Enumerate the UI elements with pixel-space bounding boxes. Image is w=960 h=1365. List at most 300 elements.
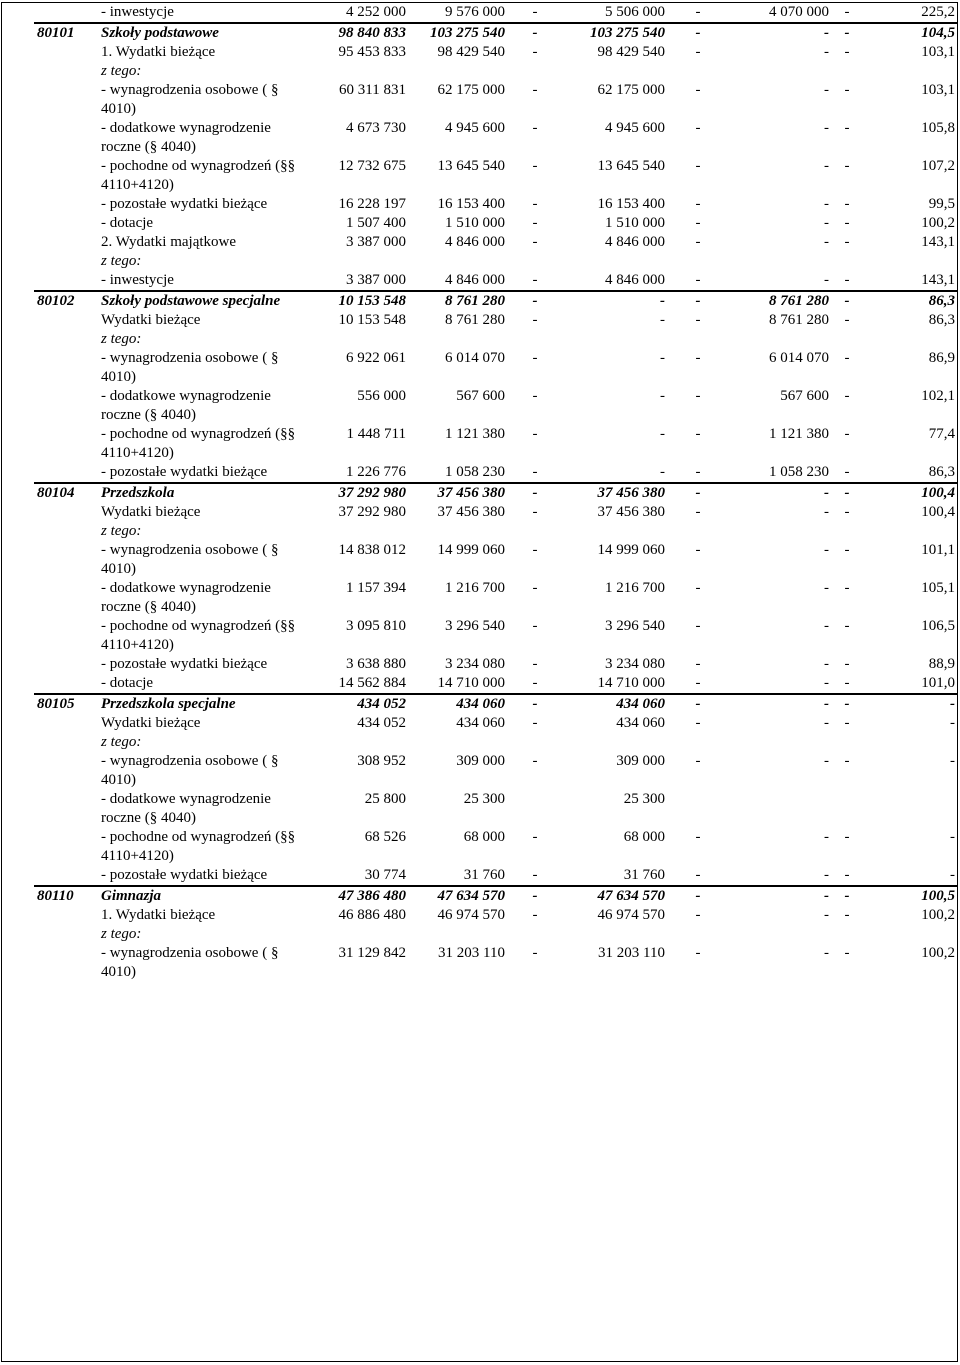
value-cell: - [824, 618, 829, 634]
value-cell: - [695, 215, 701, 231]
subheading-row [34, 925, 958, 944]
value-cell [832, 522, 862, 541]
value-cell: 4 945 600 [605, 120, 665, 136]
value-cell [409, 522, 508, 541]
value-cell [312, 330, 409, 349]
section-code [34, 503, 98, 522]
value-cell: 30 774 [364, 867, 406, 883]
section-code: 80102 [34, 291, 98, 311]
value-cell: - [532, 618, 538, 634]
value-cell: - [532, 120, 538, 136]
value-cell: - [668, 23, 728, 43]
value-cell: - [950, 829, 955, 845]
value-cell: - [508, 291, 562, 311]
value-cell: 37 456 380 [597, 504, 665, 520]
value-cell: - [695, 350, 701, 366]
value-cell: - [844, 4, 850, 20]
value-cell: - [660, 464, 665, 480]
value-cell: 100,2 [921, 907, 955, 923]
value-cell [832, 925, 862, 944]
value-cell: 98 429 540 [597, 44, 665, 60]
table-row [34, 3, 958, 23]
value-cell: - [695, 464, 701, 480]
value-cell: - [532, 829, 538, 845]
value-cell: 86,3 [928, 464, 955, 480]
value-cell: - [695, 272, 701, 288]
value-cell [728, 252, 832, 271]
value-cell: 103,1 [921, 82, 955, 98]
section-code [34, 790, 98, 828]
value-cell: 8 761 280 [445, 312, 505, 328]
subheading-row [34, 522, 958, 541]
value-cell: - [824, 580, 829, 596]
row-label: - inwestycje [101, 4, 174, 20]
value-cell: 556 000 [357, 388, 406, 404]
row-label: Wydatki bieżące [101, 504, 201, 520]
table-row [34, 714, 958, 733]
value-cell: - [532, 44, 538, 60]
value-cell: - [660, 388, 665, 404]
row-label: - dodatkowe wynagrodzenie roczne (§ 4040) [101, 120, 271, 155]
table-row [34, 81, 958, 119]
subheading-label: z tego: [101, 253, 142, 269]
value-cell: 5 506 000 [605, 4, 665, 20]
table-row [34, 214, 958, 233]
value-cell: 3 387 000 [346, 272, 406, 288]
value-cell: - [532, 542, 538, 558]
value-cell: 77,4 [928, 426, 955, 442]
value-cell: 62 175 000 [437, 82, 505, 98]
value-cell: 107,2 [921, 158, 955, 174]
value-cell: 225,2 [921, 4, 955, 20]
value-cell: - [844, 867, 850, 883]
value-cell: 88,9 [928, 656, 955, 672]
subheading-label: z tego: [101, 926, 142, 942]
table-row [34, 157, 958, 195]
value-cell: - [695, 312, 701, 328]
value-cell: - [824, 158, 829, 174]
value-cell: - [532, 350, 538, 366]
value-cell: - [844, 388, 850, 404]
value-cell [862, 925, 958, 944]
table-row [34, 349, 958, 387]
table-row [34, 43, 958, 62]
table-row [34, 674, 958, 694]
section-code [34, 330, 98, 349]
value-cell: 16 153 400 [597, 196, 665, 212]
value-cell: 13 645 540 [597, 158, 665, 174]
value-cell: - [695, 656, 701, 672]
value-cell: 1 510 000 [445, 215, 505, 231]
section-code [34, 311, 98, 330]
subheading-row [34, 62, 958, 81]
value-cell: 103 275 540 [562, 23, 668, 43]
table-row [34, 387, 958, 425]
row-label: - pochodne od wynagrodzeń (§§ 4110+4120) [101, 158, 296, 193]
value-cell: - [844, 675, 850, 691]
value-cell: 31 129 842 [338, 945, 406, 961]
table-row [34, 271, 958, 291]
value-cell [312, 252, 409, 271]
value-cell [508, 330, 562, 349]
value-cell: 1 157 394 [346, 580, 406, 596]
value-cell: - [695, 196, 701, 212]
row-label: - pozostałe wydatki bieżące [101, 656, 268, 672]
value-cell [862, 522, 958, 541]
section-code [34, 195, 98, 214]
value-cell: - [844, 350, 850, 366]
value-cell: - [728, 886, 832, 906]
value-cell: 68 000 [463, 829, 505, 845]
value-cell: 6 014 070 [769, 350, 829, 366]
budget-table-body [34, 3, 958, 982]
table-row [34, 463, 958, 483]
section-code [34, 387, 98, 425]
value-cell [728, 925, 832, 944]
value-cell [562, 733, 668, 752]
value-cell [832, 330, 862, 349]
value-cell: 31 203 110 [438, 945, 505, 961]
value-cell: - [532, 464, 538, 480]
value-cell [508, 252, 562, 271]
value-cell: - [695, 829, 701, 845]
value-cell: - [844, 426, 850, 442]
row-label: Szkoły podstawowe specjalne [98, 291, 312, 311]
value-cell: - [844, 945, 850, 961]
value-cell: 105,8 [921, 120, 955, 136]
value-cell: - [824, 656, 829, 672]
value-cell [312, 522, 409, 541]
value-cell: 434 060 [409, 694, 508, 714]
value-cell [862, 733, 958, 752]
table-row [34, 790, 958, 828]
section-code [34, 3, 98, 23]
value-cell: - [695, 426, 701, 442]
section-code [34, 252, 98, 271]
value-cell: 98 429 540 [437, 44, 505, 60]
value-cell: 16 228 197 [338, 196, 406, 212]
value-cell [728, 733, 832, 752]
value-cell: - [824, 272, 829, 288]
subheading-label: z tego: [101, 331, 142, 347]
row-label: 1. Wydatki bieżące [101, 907, 216, 923]
value-cell: - [532, 82, 538, 98]
value-cell: 95 453 833 [338, 44, 406, 60]
value-cell [668, 330, 728, 349]
table-row [34, 233, 958, 252]
section-code [34, 906, 98, 925]
value-cell [862, 330, 958, 349]
value-cell: - [844, 82, 850, 98]
section-code [34, 655, 98, 674]
value-cell: 86,9 [928, 350, 955, 366]
row-label: - pozostałe wydatki bieżące [101, 464, 268, 480]
value-cell: 14 838 012 [338, 542, 406, 558]
value-cell: 68 000 [623, 829, 665, 845]
table-row [34, 617, 958, 655]
section-row [34, 291, 958, 311]
value-cell: - [824, 44, 829, 60]
value-cell: - [660, 350, 665, 366]
subheading-label: z tego: [101, 523, 142, 539]
value-cell [668, 925, 728, 944]
row-label: - inwestycje [101, 272, 174, 288]
value-cell: 60 311 831 [339, 82, 406, 98]
value-cell: - [668, 483, 728, 503]
value-cell: - [660, 426, 665, 442]
value-cell: - [532, 656, 538, 672]
value-cell: 1 226 776 [346, 464, 406, 480]
section-row [34, 886, 958, 906]
value-cell: 100,4 [921, 504, 955, 520]
value-cell: - [824, 753, 829, 769]
value-cell [409, 62, 508, 81]
subheading-row [34, 733, 958, 752]
table-row [34, 655, 958, 674]
value-cell [862, 790, 958, 828]
row-label: - wynagrodzenia osobowe ( § 4010) [101, 82, 279, 117]
value-cell: 14 710 000 [437, 675, 505, 691]
value-cell [508, 62, 562, 81]
row-label: - pochodne od wynagrodzeń (§§ 4110+4120) [101, 829, 296, 864]
value-cell [312, 62, 409, 81]
value-cell: 434 052 [312, 694, 409, 714]
value-cell: 31 760 [463, 867, 505, 883]
value-cell: - [844, 312, 850, 328]
value-cell: 4 846 000 [445, 272, 505, 288]
value-cell: - [532, 158, 538, 174]
value-cell: - [844, 715, 850, 731]
value-cell: 100,4 [862, 483, 958, 503]
value-cell: 4 070 000 [769, 4, 829, 20]
value-cell: - [695, 44, 701, 60]
section-code [34, 617, 98, 655]
value-cell: 8 761 280 [769, 312, 829, 328]
value-cell [832, 733, 862, 752]
row-label: 1. Wydatki bieżące [101, 44, 216, 60]
section-code [34, 214, 98, 233]
row-label: Gimnazja [98, 886, 312, 906]
value-cell: 4 846 000 [605, 234, 665, 250]
value-cell: 1 448 711 [346, 426, 406, 442]
table-row [34, 906, 958, 925]
row-label: - dodatkowe wynagrodzenie roczne (§ 4040) [101, 388, 271, 423]
value-cell: - [824, 867, 829, 883]
value-cell: 101,0 [921, 675, 955, 691]
value-cell [312, 733, 409, 752]
table-row [34, 119, 958, 157]
value-cell: - [532, 4, 538, 20]
value-cell [668, 252, 728, 271]
value-cell: - [532, 312, 538, 328]
section-code [34, 62, 98, 81]
value-cell: - [824, 715, 829, 731]
value-cell: - [844, 753, 850, 769]
value-cell: - [532, 215, 538, 231]
value-cell: - [532, 867, 538, 883]
value-cell: 25 300 [463, 791, 505, 807]
value-cell [508, 733, 562, 752]
value-cell [832, 62, 862, 81]
value-cell: 1 216 700 [605, 580, 665, 596]
value-cell [668, 790, 728, 828]
section-code: 80101 [34, 23, 98, 43]
value-cell: - [532, 234, 538, 250]
value-cell: 143,1 [921, 272, 955, 288]
value-cell: 31 203 110 [598, 945, 665, 961]
table-row [34, 752, 958, 790]
value-cell: - [728, 694, 832, 714]
section-code [34, 925, 98, 944]
value-cell: 106,5 [921, 618, 955, 634]
value-cell: 37 292 980 [338, 504, 406, 520]
value-cell: 13 645 540 [437, 158, 505, 174]
value-cell: 434 060 [562, 694, 668, 714]
value-cell: 104,5 [862, 23, 958, 43]
value-cell [728, 522, 832, 541]
table-row [34, 866, 958, 886]
section-code [34, 81, 98, 119]
section-code [34, 43, 98, 62]
section-row [34, 483, 958, 503]
subheading-row [34, 330, 958, 349]
value-cell: - [695, 82, 701, 98]
subheading-label: z tego: [101, 63, 142, 79]
value-cell [832, 790, 862, 828]
value-cell [508, 925, 562, 944]
value-cell: 434 052 [357, 715, 406, 731]
value-cell: 4 673 730 [346, 120, 406, 136]
value-cell: - [695, 504, 701, 520]
value-cell: 47 634 570 [562, 886, 668, 906]
section-code [34, 425, 98, 463]
row-label: 2. Wydatki majątkowe [101, 234, 237, 250]
value-cell: - [695, 580, 701, 596]
section-code [34, 271, 98, 291]
value-cell [862, 62, 958, 81]
value-cell: 86,3 [928, 312, 955, 328]
value-cell: - [844, 120, 850, 136]
value-cell [562, 925, 668, 944]
value-cell: 31 760 [623, 867, 665, 883]
value-cell: 308 952 [357, 753, 406, 769]
value-cell: - [532, 675, 538, 691]
value-cell [728, 330, 832, 349]
section-code [34, 944, 98, 982]
value-cell: 100,2 [921, 215, 955, 231]
section-code [34, 541, 98, 579]
value-cell [562, 252, 668, 271]
value-cell: - [562, 291, 668, 311]
value-cell: 4 846 000 [445, 234, 505, 250]
value-cell: - [532, 580, 538, 596]
row-label: - wynagrodzenia osobowe ( § 4010) [101, 350, 279, 385]
value-cell: 6 014 070 [445, 350, 505, 366]
value-cell: - [824, 829, 829, 845]
value-cell: - [844, 215, 850, 231]
value-cell: 1 121 380 [769, 426, 829, 442]
value-cell: 37 456 380 [409, 483, 508, 503]
value-cell: - [844, 656, 850, 672]
value-cell: - [832, 23, 862, 43]
value-cell: 62 175 000 [597, 82, 665, 98]
value-cell: 12 732 675 [338, 158, 406, 174]
value-cell: 567 600 [780, 388, 829, 404]
section-code [34, 349, 98, 387]
value-cell: - [695, 388, 701, 404]
value-cell: 6 922 061 [346, 350, 406, 366]
value-cell: 1 510 000 [605, 215, 665, 231]
section-code [34, 714, 98, 733]
subheading-row [34, 252, 958, 271]
row-label: - dodatkowe wynagrodzenie roczne (§ 4040) [101, 580, 271, 615]
value-cell: - [824, 120, 829, 136]
value-cell: - [844, 504, 850, 520]
value-cell: - [844, 618, 850, 634]
value-cell: - [695, 945, 701, 961]
value-cell: - [695, 120, 701, 136]
value-cell: 37 292 980 [312, 483, 409, 503]
value-cell: 567 600 [456, 388, 505, 404]
value-cell: 14 999 060 [597, 542, 665, 558]
section-code [34, 463, 98, 483]
value-cell: 3 296 540 [605, 618, 665, 634]
row-label: - dotacje [101, 215, 154, 231]
row-label: Szkoły podstawowe [98, 23, 312, 43]
value-cell: 47 386 480 [312, 886, 409, 906]
row-label: - dotacje [101, 675, 154, 691]
row-label: - dodatkowe wynagrodzenie roczne (§ 4040) [101, 791, 271, 826]
value-cell: - [695, 675, 701, 691]
value-cell: - [862, 694, 958, 714]
value-cell: 100,2 [921, 945, 955, 961]
value-cell: 1 507 400 [346, 215, 406, 231]
value-cell: 4 252 000 [346, 4, 406, 20]
value-cell [832, 252, 862, 271]
section-code [34, 866, 98, 886]
value-cell: 14 710 000 [597, 675, 665, 691]
value-cell [312, 925, 409, 944]
value-cell [409, 252, 508, 271]
value-cell: - [844, 907, 850, 923]
table-row [34, 944, 958, 982]
value-cell: - [824, 215, 829, 231]
subheading-label: z tego: [101, 734, 142, 750]
row-label: - pochodne od wynagrodzeń (§§ 4110+4120) [101, 618, 296, 653]
value-cell [562, 62, 668, 81]
value-cell [668, 733, 728, 752]
value-cell: - [695, 4, 701, 20]
value-cell: 102,1 [921, 388, 955, 404]
value-cell: 103,1 [921, 44, 955, 60]
section-code [34, 828, 98, 866]
value-cell: - [668, 291, 728, 311]
value-cell: 309 000 [616, 753, 665, 769]
value-cell: - [532, 196, 538, 212]
value-cell: - [950, 715, 955, 731]
section-code [34, 752, 98, 790]
value-cell [508, 790, 562, 828]
value-cell: 46 974 570 [437, 907, 505, 923]
value-cell: - [950, 753, 955, 769]
value-cell: 14 999 060 [437, 542, 505, 558]
value-cell: 3 296 540 [445, 618, 505, 634]
table-row [34, 579, 958, 617]
value-cell: - [832, 291, 862, 311]
value-cell: 1 216 700 [445, 580, 505, 596]
value-cell [728, 62, 832, 81]
row-label: - pochodne od wynagrodzeń (§§ 4110+4120) [101, 426, 296, 461]
